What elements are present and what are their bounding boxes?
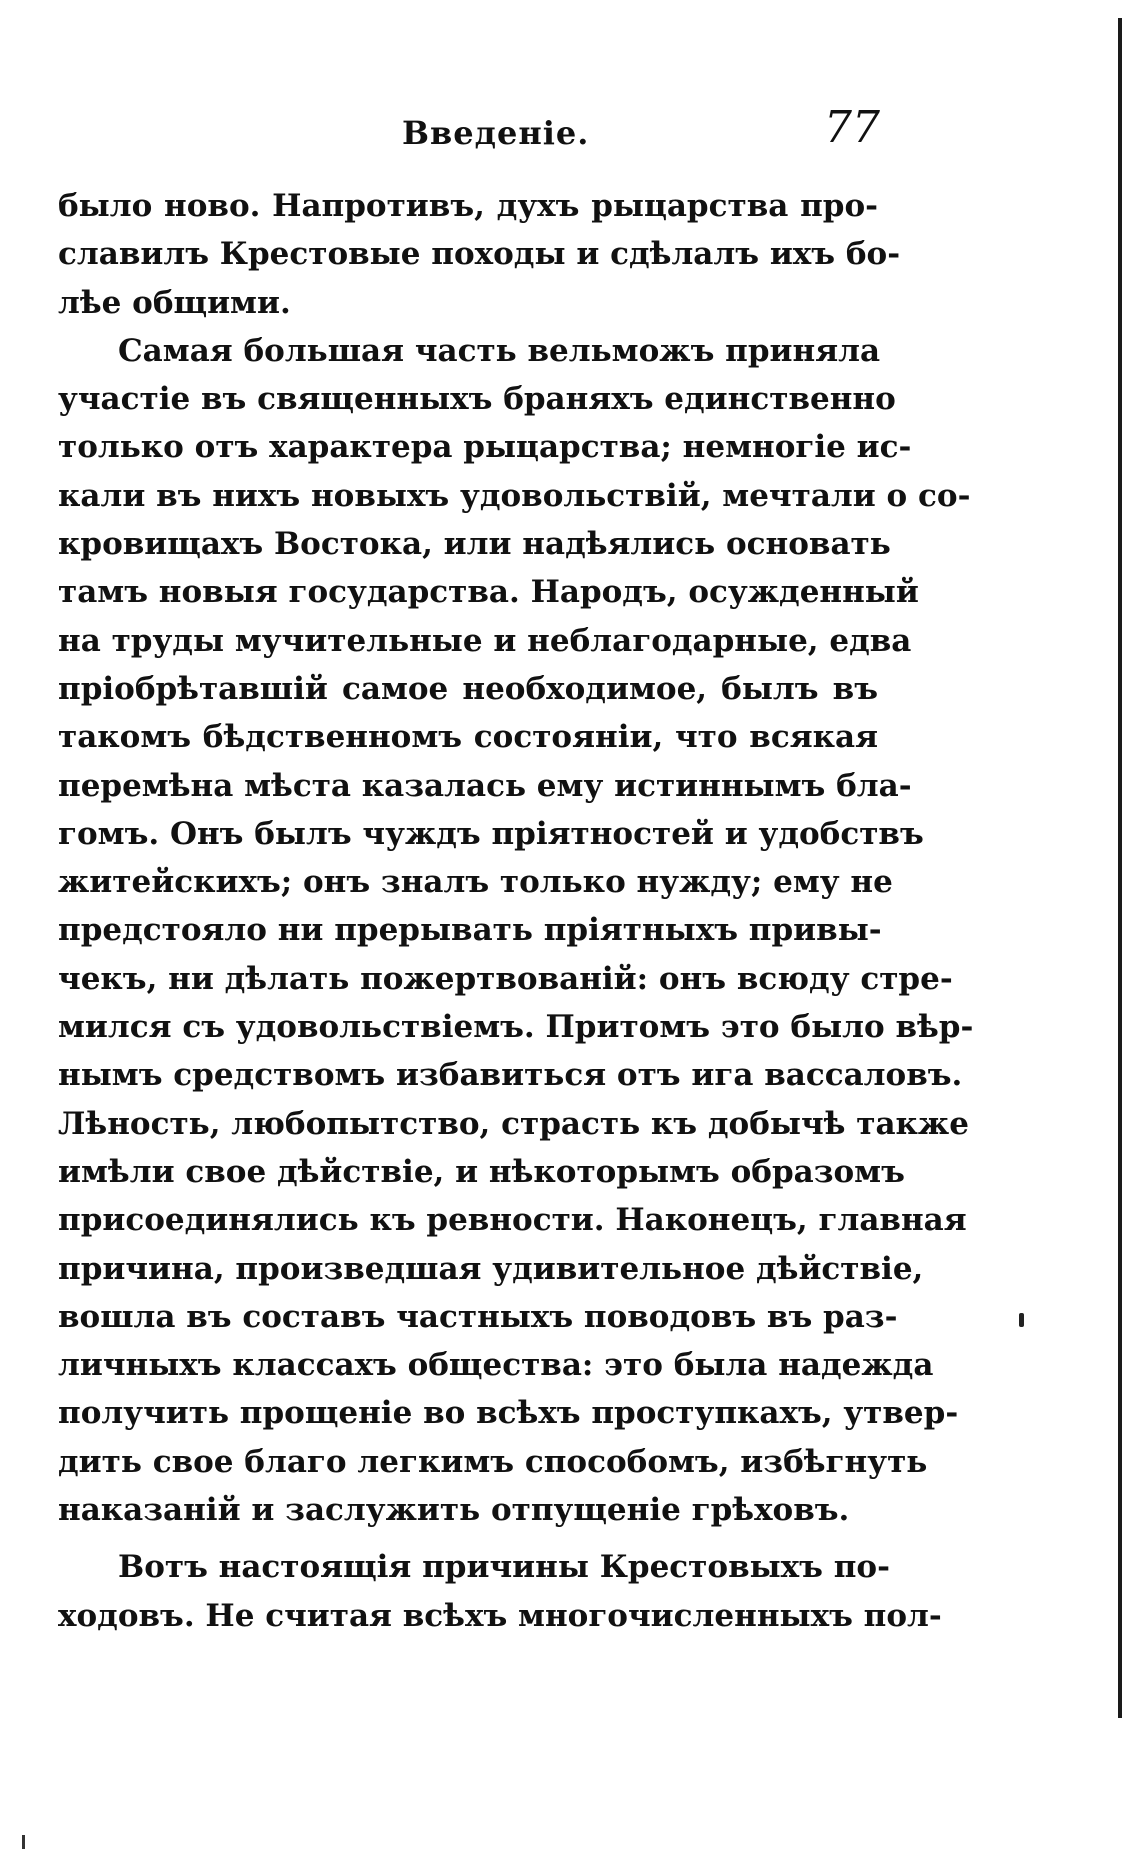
page-header: [402, 100, 880, 160]
text-line: было ново. Напротивъ, духъ рыцарства про-: [58, 188, 878, 224]
text-line: мился съ удовольствiемъ. Притомъ это было вѣр-: [58, 1009, 974, 1046]
margin-mark: [1019, 1313, 1024, 1327]
text-line: житейскихъ; онъ зналъ только нужду; ему не: [58, 864, 893, 901]
text-line: нымъ средствомъ избавиться отъ ига вассаловъ.: [58, 1057, 963, 1094]
text-line: вошла въ составъ частныхъ поводовъ въ раз-: [58, 1298, 898, 1335]
text-line: дить свое благо легкимъ способомъ, избѣгнуть: [58, 1443, 928, 1480]
text-line: ходовъ. Не считая всѣхъ многочисленныхъ пол-: [58, 1597, 942, 1634]
text-line: кали въ нихъ новыхъ удовольствiй, мечтали о со-: [58, 477, 971, 514]
text-line: получить прощенiе во всѣхъ проступкахъ, утвер-: [58, 1395, 959, 1432]
text-line: только отъ характера рыцарства; немногiе ис-: [58, 429, 912, 466]
text-line: имѣли свое дѣйствiе, и нѣкоторымъ образомъ: [58, 1153, 905, 1190]
margin-speck: [22, 1835, 25, 1849]
text-line: тамъ новыя государства. Народъ, осужденный: [58, 574, 919, 611]
text-line: славилъ Крестовые походы и сдѣлалъ ихъ бо-: [58, 236, 901, 273]
text-line: личныхъ классахъ общества: это была надежда: [58, 1347, 934, 1384]
text-line: перемѣна мѣста казалась ему истиннымъ бла-: [58, 767, 912, 804]
body-text: [58, 182, 974, 1640]
text-line: присоединялись къ ревности. Наконецъ, главная: [58, 1202, 967, 1239]
page-number: 77: [824, 102, 880, 153]
text-line: прiобрѣтавшiй самое необходимое, былъ въ: [58, 670, 878, 707]
text-line: лѣе общими.: [58, 284, 291, 321]
text-line: Самая большая часть вельможъ приняла: [118, 332, 881, 369]
text-line: Лѣность, любопытство, страсть къ добычѣ также: [58, 1105, 969, 1142]
text-line: кровищахъ Востока, или надѣялись основать: [58, 526, 891, 563]
text-line: наказанiй и заслужить отпущенiе грѣховъ.: [58, 1492, 850, 1529]
text-line: гомъ. Онъ былъ чуждъ прiятностей и удобствъ: [58, 815, 924, 852]
running-head: Введенiе.: [402, 114, 590, 152]
page-edge-rule: [1118, 18, 1122, 1718]
text-line: причина, произведшая удивительное дѣйствiе,: [58, 1250, 924, 1287]
text-line: на труды мучительные и неблагодарные, едва: [58, 622, 912, 659]
text-line: Вотъ настоящiя причины Крестовыхъ по-: [118, 1549, 890, 1586]
text-line: предстояло ни прерывать прiятныхъ привы-: [58, 912, 882, 949]
text-line: такомъ бѣдственномъ состоянiи, что всякая: [58, 719, 878, 756]
text-line: чекъ, ни дѣлать пожертвованiй: онъ всюду стре-: [58, 960, 953, 997]
text-line: участiе въ священныхъ браняхъ единственно: [58, 381, 896, 418]
